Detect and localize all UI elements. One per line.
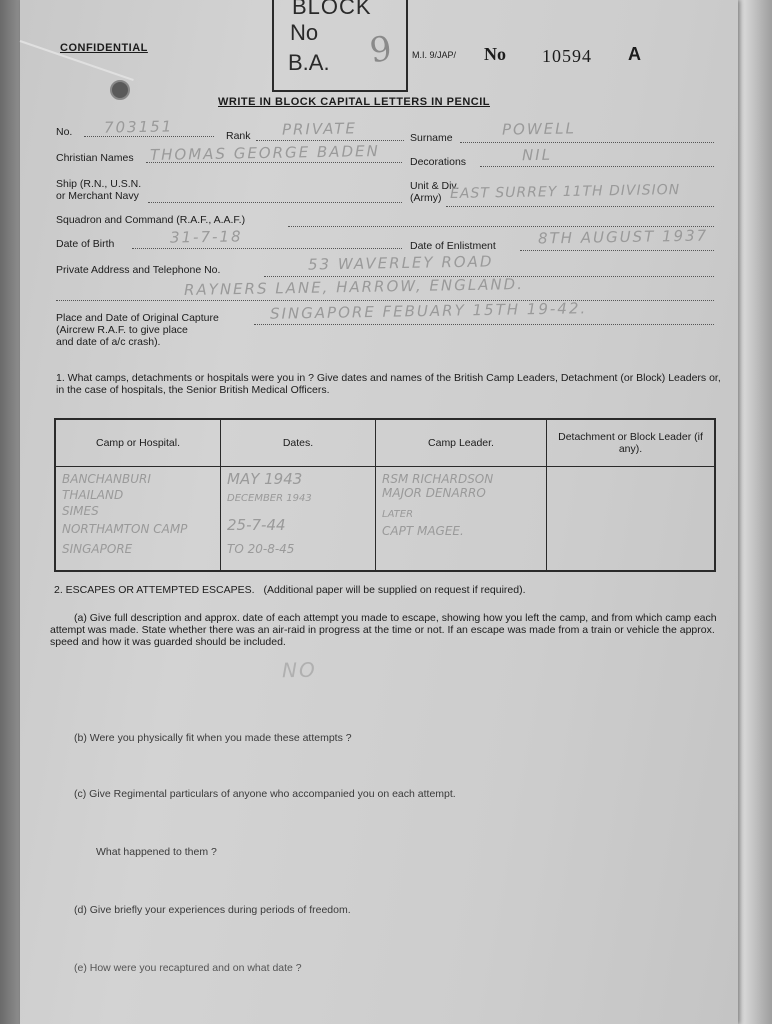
question-2-heading [54,584,526,596]
surname-label: Surname [410,132,453,144]
no-label: No. [56,126,73,138]
christian-names-value: THOMAS GEORGE BADEN [149,141,380,165]
question-2a-answer: NO [281,657,317,683]
capture-label-2: (Aircrew R.A.F. to give place [56,324,188,336]
leader-entry: RSM RICHARDSON [382,472,494,486]
column-header-camp-leader: Camp Leader. [376,419,547,467]
date-entry: 25-7-44 [227,516,286,534]
question-2e-text: (e) How were you recaptured and on what date ? [74,962,302,974]
camp-entry: SINGAPORE [62,542,133,556]
leader-entry: LATER [382,509,414,520]
instruction-heading: WRITE IN BLOCK CAPITAL LETTERS IN PENCIL [218,96,490,108]
question-2b-text: (b) Were you physically fit when you made these attempts ? [74,732,352,744]
detachment-cell [547,467,716,572]
stamp-line-2: No [290,20,319,45]
ship-label-2: or Merchant Navy [56,190,139,202]
no-value: 703151 [103,117,174,137]
capture-value: SINGAPORE FEBUARY 15TH 19-42. [269,299,588,323]
decorations-line [480,152,714,167]
camp-entry: BANCHANBURI [62,472,151,486]
number-label: No [484,44,506,64]
confidential-label: CONFIDENTIAL [60,42,148,54]
camp-entry: THAILAND [62,488,124,502]
enlistment-label: Date of Enlistment [410,240,496,252]
surname-line [460,128,714,143]
address-label: Private Address and Telephone No. [56,264,221,276]
ship-line [148,188,402,203]
surname-value: POWELL [501,119,577,139]
decorations-label: Decorations [410,156,467,168]
camp-entry: NORTHAMTON CAMP [62,522,188,536]
unit-label-2: (Army) [410,192,442,204]
stamp-handwritten-number: 9 [367,28,395,72]
unit-label-1: Unit & Div. [410,180,459,192]
question-2-note: (Additional paper will be supplied on request if required). [263,584,526,596]
camp-leader-cell [376,467,547,572]
date-entry: DECEMBER 1943 [227,493,312,504]
dob-label: Date of Birth [56,238,115,250]
question-1-text: 1. What camps, detachments or hospitals were you in ? Give dates and names of the British Camp Leaders, Detachment (or Block) Leaders or, in the case of hospitals, the Senior British Medical Officers. [56,372,721,396]
capture-label-1: Place and Date of Original Capture [56,312,219,324]
address-value-1: 53 WAVERLEY ROAD [307,252,494,274]
stamp-line-1: BLOCK [292,0,372,19]
form-reference: M.I. 9/JAP/ [412,50,457,60]
dob-value: 31-7-18 [169,227,243,247]
form-sheet [20,0,738,1024]
question-2a-text: (a) Give full description and approx. date of each attempt you made to escape, showing how you left the camp, and from which camp each attempt was made. State whether there was an air-raid in progress at the time or not. If an escape was made from a train or vehicle the approx. speed and how it was guarded should be included. [50,612,717,648]
column-header-detachment: Detachment or Block Leader (if any). [547,419,716,467]
date-entry: MAY 1943 [227,470,303,488]
stamp-line-3: B.A. [288,50,330,75]
camp-cell [55,467,221,572]
leader-entry: CAPT MAGEE. [382,524,464,538]
squadron-label: Squadron and Command (R.A.F., A.A.F.) [56,214,246,226]
camps-table [54,418,716,572]
address-value-2: RAYNERS LANE, HARROW, ENGLAND. [183,275,525,299]
ship-label-1: Ship (R.N., U.S.N. [56,178,142,190]
camp-entry: SIMES [62,504,99,518]
question-2c-followup: What happened to them ? [96,846,217,858]
date-entry: TO 20-8-45 [227,542,295,556]
question-2d-text: (d) Give briefly your experiences during periods of freedom. [74,904,351,916]
question-2-title: 2. ESCAPES OR ATTEMPTED ESCAPES. [54,584,255,596]
dates-cell [221,467,376,572]
punch-hole [110,80,130,100]
christian-names-label: Christian Names [56,152,134,164]
unit-value: EAST SURREY 11TH DIVISION [449,181,681,203]
rank-label: Rank [226,130,251,142]
leader-entry: MAJOR DENARRO [382,486,486,500]
column-header-dates: Dates. [221,419,376,467]
squadron-line [288,212,714,227]
column-header-camp: Camp or Hospital. [55,419,221,467]
form-suffix: A [628,44,641,64]
decorations-value: NIL [521,145,553,165]
question-2c-text: (c) Give Regimental particulars of anyone who accompanied you on each attempt. [74,788,456,800]
form-number: 10594 [542,46,592,66]
capture-label-3: and date of a/c crash). [56,336,161,348]
enlistment-value: 8TH AUGUST 1937 [537,226,709,248]
rank-value: PRIVATE [281,119,358,139]
